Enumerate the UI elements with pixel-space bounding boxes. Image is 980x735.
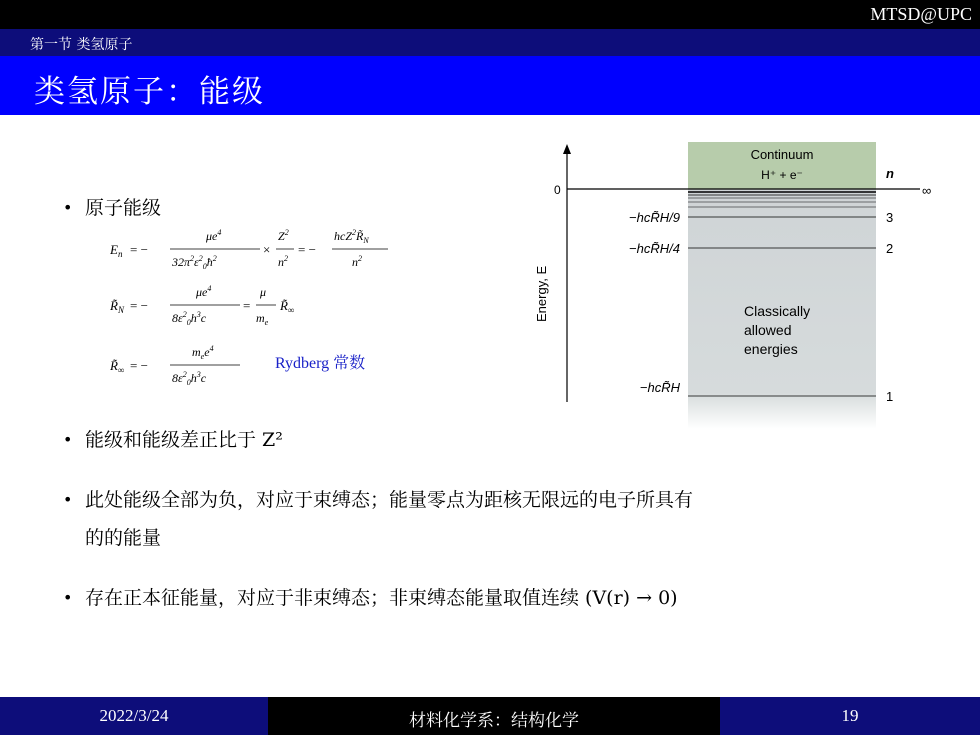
footer-course-block: [268, 697, 720, 735]
bullet-dot: •: [63, 588, 73, 607]
svg-text:μe4: $\mu e^4$: [206, 228, 222, 243]
energy-diagram: [530, 140, 940, 430]
svg-text:En: $E_n$: [110, 242, 123, 259]
section-title: 第一节 类氢原子: [30, 37, 133, 53]
bullet-text: 能级和能级差正比于 Z²: [85, 429, 283, 451]
svg-text:8ε20h3c: $8\varepsilon^2_0h^3c$: [172, 370, 207, 387]
n2-label: 2: [886, 241, 894, 256]
level-1-label: −hcR̃H: [639, 380, 680, 395]
n1-label: 1: [886, 389, 894, 404]
bullet-text: 原子能级: [85, 197, 162, 219]
svg-text:= −: = −: [130, 298, 148, 313]
level-3-label: −hcR̃H/9: [629, 210, 680, 225]
bullet-dot: •: [63, 490, 73, 509]
slide-title: 类氢原子：能级: [34, 74, 265, 110]
svg-text:= −: = −: [298, 242, 316, 257]
zero-label: 0: [554, 183, 561, 197]
svg-text:mee4: $m_ee^4$: [192, 344, 214, 361]
allowed-label: allowed: [744, 322, 792, 338]
footer: [0, 697, 980, 735]
svg-text:R̃∞: $R̃_\infty$: [110, 358, 125, 375]
continuum-sub-label: H⁺ + e⁻: [761, 168, 803, 182]
footer-date: 2022/3/24: [99, 706, 169, 725]
continuum-label: Continuum: [750, 147, 814, 162]
svg-text:μ: μ: [260, 285, 267, 299]
svg-text:32π2ε20ħ2: $32\pi^2\varepsilon^2_0ħ^2$: [172, 254, 217, 271]
bullet-text: 存在正本征能量，对应于非束缚态；非束缚态能量取值连续 (V(r) → 0): [85, 587, 678, 609]
svg-text:8ε20h3c: $8\varepsilon^2_0h^3c$: [172, 310, 207, 327]
classically-label: Classically: [744, 303, 811, 319]
n-label: n: [886, 166, 894, 181]
infinity-label: ∞: [922, 183, 932, 198]
footer-page-block: [720, 697, 980, 735]
svg-text:R̃N: $R̃_N$: [110, 298, 124, 315]
svg-text:= −: = −: [130, 358, 148, 373]
energy-axis-label: Energy, E: [534, 265, 549, 322]
svg-text:×: ×: [263, 242, 271, 257]
n3-label: 3: [886, 210, 894, 225]
svg-text:n2: $n^2$: [352, 254, 362, 269]
svg-text:n2: $n^2$: [278, 254, 288, 269]
svg-text:R̃∞: $R̃_\infty$: [280, 298, 295, 315]
brand-text: MTSD@UPC: [870, 4, 972, 24]
energies-label: energies: [744, 341, 798, 357]
svg-text:= −: = −: [130, 242, 148, 257]
bullet-dot: •: [63, 198, 73, 217]
rydberg-label: Rydberg 常数: [275, 355, 366, 372]
svg-text:μe4: $\mu e^4$: [196, 284, 212, 299]
svg-text:hcZ2R̃N: $hcZ^2R̃_N$: [334, 228, 369, 245]
bullet-text-line2: 的的能量: [85, 527, 162, 549]
title-bar: [0, 56, 980, 115]
bullet-text-line1: 此处能级全部为负，对应于束缚态；能量零点为距核无限远的电子所具有: [85, 489, 694, 511]
section-bar: [0, 29, 980, 56]
page-number: 19: [841, 706, 859, 725]
top-bar: [0, 0, 980, 29]
svg-text:me: $m_e$: [256, 311, 269, 327]
equations: [110, 222, 430, 392]
footer-date-block: [0, 697, 268, 735]
footer-course: 材料化学系：结构化学: [409, 711, 579, 731]
svg-text:Z2: $Z^2$: [278, 228, 289, 243]
level-2-label: −hcR̃H/4: [629, 241, 680, 256]
svg-text:=: =: [243, 298, 251, 313]
bullet-dot: •: [63, 430, 73, 449]
